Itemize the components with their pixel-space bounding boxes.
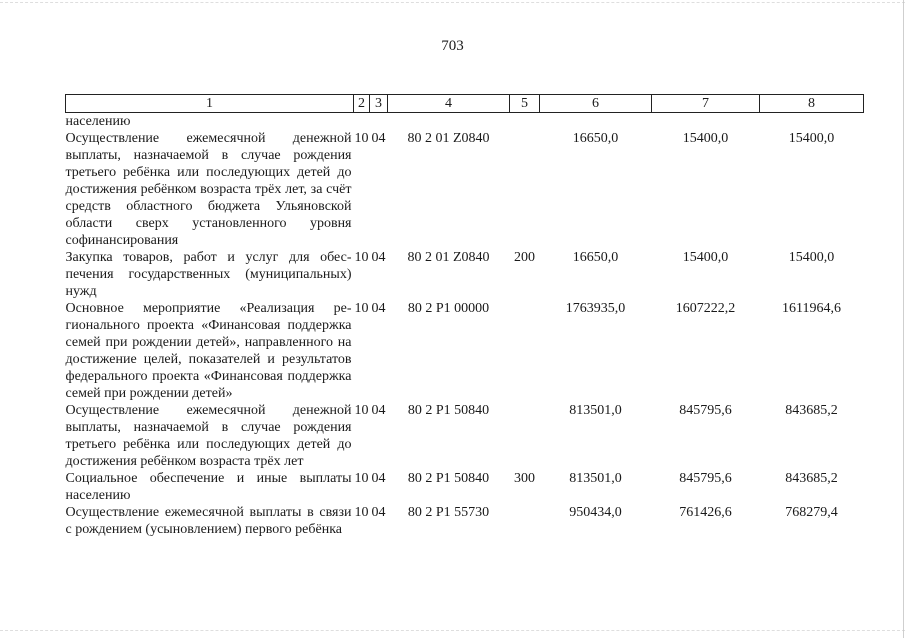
row-csr: 80 2 P1 55730 bbox=[407, 505, 490, 520]
row-csr: 80 2 P1 50840 bbox=[407, 471, 490, 486]
row-value-8: 15400,0 bbox=[788, 131, 835, 146]
row-value-8: 843685,2 bbox=[785, 403, 838, 418]
scan-edge-bottom bbox=[0, 630, 905, 637]
row-value-7: 761426,6 bbox=[679, 505, 732, 520]
row-value-8: 1611964,6 bbox=[782, 301, 841, 316]
row-csr: 80 2 P1 50840 bbox=[407, 403, 490, 418]
row-csr: 80 2 01 Z0840 bbox=[407, 250, 490, 265]
row-value-8: 15400,0 bbox=[788, 250, 835, 265]
row-name: Закупка товаров, работ и услуг для обеспечения государственных (муниципальных) нужд bbox=[65, 250, 352, 299]
table-row bbox=[66, 113, 864, 131]
row-value-7: 1607222,2 bbox=[675, 301, 736, 316]
header-row bbox=[66, 95, 864, 113]
row-vr bbox=[510, 113, 540, 131]
row-csr: 80 2 01 Z0840 bbox=[407, 131, 490, 146]
header-col-4: 4 bbox=[388, 95, 510, 113]
row-pr: 04 bbox=[371, 250, 386, 265]
row-pr: 04 bbox=[371, 131, 386, 146]
row-vr bbox=[510, 402, 540, 470]
row-value-6: 16650,0 bbox=[572, 131, 619, 146]
row-value-6: 16650,0 bbox=[572, 250, 619, 265]
table-row bbox=[66, 504, 864, 538]
row-name: населению bbox=[65, 114, 131, 129]
row-value-8: 843685,2 bbox=[785, 471, 838, 486]
header-col-7: 7 bbox=[652, 95, 760, 113]
row-value-6 bbox=[540, 113, 652, 131]
row-pr bbox=[370, 113, 388, 131]
row-value-7: 845795,6 bbox=[679, 471, 732, 486]
row-value-6: 1763935,0 bbox=[565, 301, 626, 316]
row-vr bbox=[510, 504, 540, 538]
row-value-8: 768279,4 bbox=[785, 505, 838, 520]
row-value-7: 15400,0 bbox=[682, 131, 729, 146]
row-rz: 10 bbox=[354, 505, 369, 520]
row-rz: 10 bbox=[354, 403, 369, 418]
row-value-7: 15400,0 bbox=[682, 250, 729, 265]
row-pr: 04 bbox=[371, 403, 386, 418]
row-rz: 10 bbox=[354, 250, 369, 265]
row-name: Социальное обеспечение и иные выплаты населению bbox=[65, 471, 352, 503]
row-rz: 10 bbox=[354, 471, 369, 486]
row-value-7 bbox=[652, 113, 760, 131]
scan-edge-top bbox=[0, 2, 905, 9]
row-name: Осуществление ежемесячной денежной выплаты, назначаемой в случае рождения третьего ребёнка или последующих детей до достижения ребёнком возраста трёх лет bbox=[65, 403, 352, 469]
header-col-1: 1 bbox=[66, 95, 354, 113]
row-name: Осуществление ежемесячной выплаты в связи с рождением (усыновлением) первого ребёнка bbox=[65, 505, 352, 537]
header-col-6: 6 bbox=[540, 95, 652, 113]
row-name: Осуществление ежемесячной денежной выплаты, назначаемой в случае рождения третьего ребёнка или последующих детей до достижения ребёнком возраста трёх лет, за счёт средств областного бюджета Ульяновской области сверх установленного уровня софинансирования bbox=[65, 131, 352, 248]
row-value-7: 845795,6 bbox=[679, 403, 732, 418]
budget-table bbox=[65, 94, 864, 538]
table-row bbox=[66, 470, 864, 504]
row-pr: 04 bbox=[371, 471, 386, 486]
table-row bbox=[66, 402, 864, 470]
row-value-6: 813501,0 bbox=[569, 403, 622, 418]
row-rz: 10 bbox=[354, 131, 369, 146]
row-value-6: 813501,0 bbox=[569, 471, 622, 486]
row-pr: 04 bbox=[371, 301, 386, 316]
row-csr bbox=[388, 113, 510, 131]
row-vr bbox=[510, 300, 540, 402]
row-vr: 200 bbox=[514, 250, 535, 265]
header-col-5: 5 bbox=[510, 95, 540, 113]
table-row bbox=[66, 300, 864, 402]
row-pr: 04 bbox=[371, 505, 386, 520]
row-name: Основное мероприятие «Реализация регионального проекта «Финансовая поддержка семей при рождении детей», направленного на достижение целей, показателей и результатов федерального проекта «Финансовая поддержка семей при рождении детей» bbox=[65, 301, 352, 401]
header-col-8: 8 bbox=[760, 95, 864, 113]
row-rz: 10 bbox=[354, 301, 369, 316]
header-col-3: 3 bbox=[370, 95, 388, 113]
row-value-8 bbox=[760, 113, 864, 131]
row-value-6: 950434,0 bbox=[569, 505, 622, 520]
table-row bbox=[66, 130, 864, 249]
row-rz bbox=[354, 113, 370, 131]
row-csr: 80 2 P1 00000 bbox=[407, 301, 490, 316]
table-row bbox=[66, 249, 864, 300]
page-number: 703 bbox=[441, 38, 464, 54]
row-vr bbox=[510, 130, 540, 249]
row-vr: 300 bbox=[514, 471, 535, 486]
header-col-2: 2 bbox=[354, 95, 370, 113]
